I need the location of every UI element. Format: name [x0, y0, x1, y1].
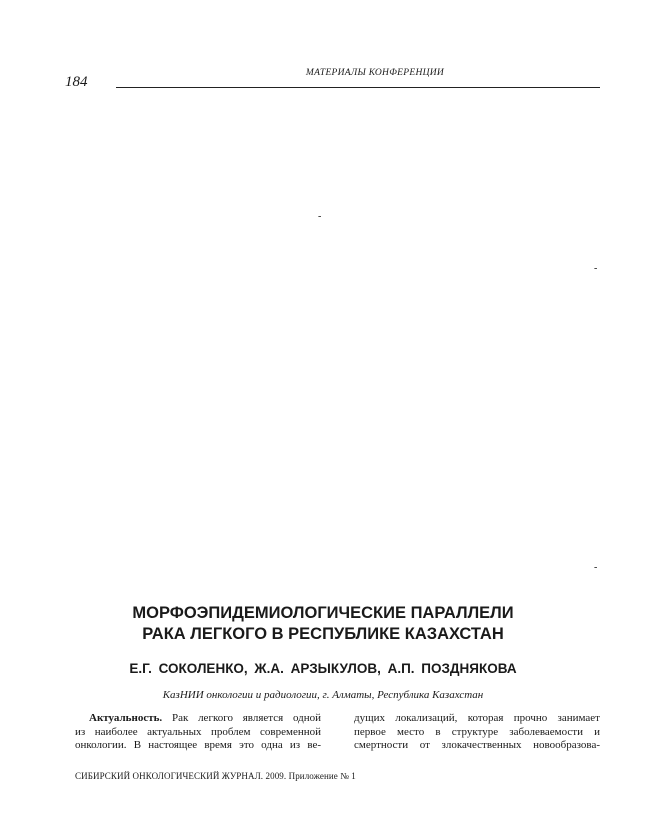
running-head: МАТЕРИАЛЫ КОНФЕРЕНЦИИ: [305, 68, 445, 78]
stray-dash-mark: -: [594, 263, 598, 274]
body-line: смертности от злокачественных новообразова-: [354, 739, 600, 751]
header-rule: [116, 87, 600, 88]
body-text: Рак легкого является одной: [171, 712, 322, 724]
body-line: из наиболее актуальных проблем современной: [75, 725, 321, 738]
article-affiliation: КазНИИ онкологии и радиологии, г. Алматы, Республика Казахстан: [162, 689, 484, 701]
body-line: [75, 712, 321, 726]
body-line: онкологии. В настоящее время это одна из ве-: [75, 739, 321, 751]
body-line: дущих локализаций, которая прочно занимает: [354, 712, 600, 724]
article-title-line: МОРФОЭПИДЕМИОЛОГИЧЕСКИЕ ПАРАЛЛЕЛИ: [132, 604, 514, 622]
article-authors: Е.Г. СОКОЛЕНКО, Ж.А. АРЗЫКУЛОВ, А.П. ПОЗДНЯКОВА: [129, 661, 517, 676]
body-line: первое место в структуре заболеваемости и: [354, 725, 600, 738]
journal-footer: СИБИРСКИЙ ОНКОЛОГИЧЕСКИЙ ЖУРНАЛ. 2009. Приложение № 1: [75, 771, 356, 781]
stray-dash-mark: -: [318, 211, 322, 222]
article-title: [40, 603, 606, 645]
section-lead: Актуальность.: [89, 712, 163, 724]
stray-dash-mark: -: [594, 562, 598, 573]
page-number: 184: [65, 74, 88, 90]
body-column-left: [75, 712, 321, 753]
body-column-right: [354, 712, 600, 753]
article-title-line: РАКА ЛЕГКОГО В РЕСПУБЛИКЕ КАЗАХСТАН: [142, 625, 504, 643]
